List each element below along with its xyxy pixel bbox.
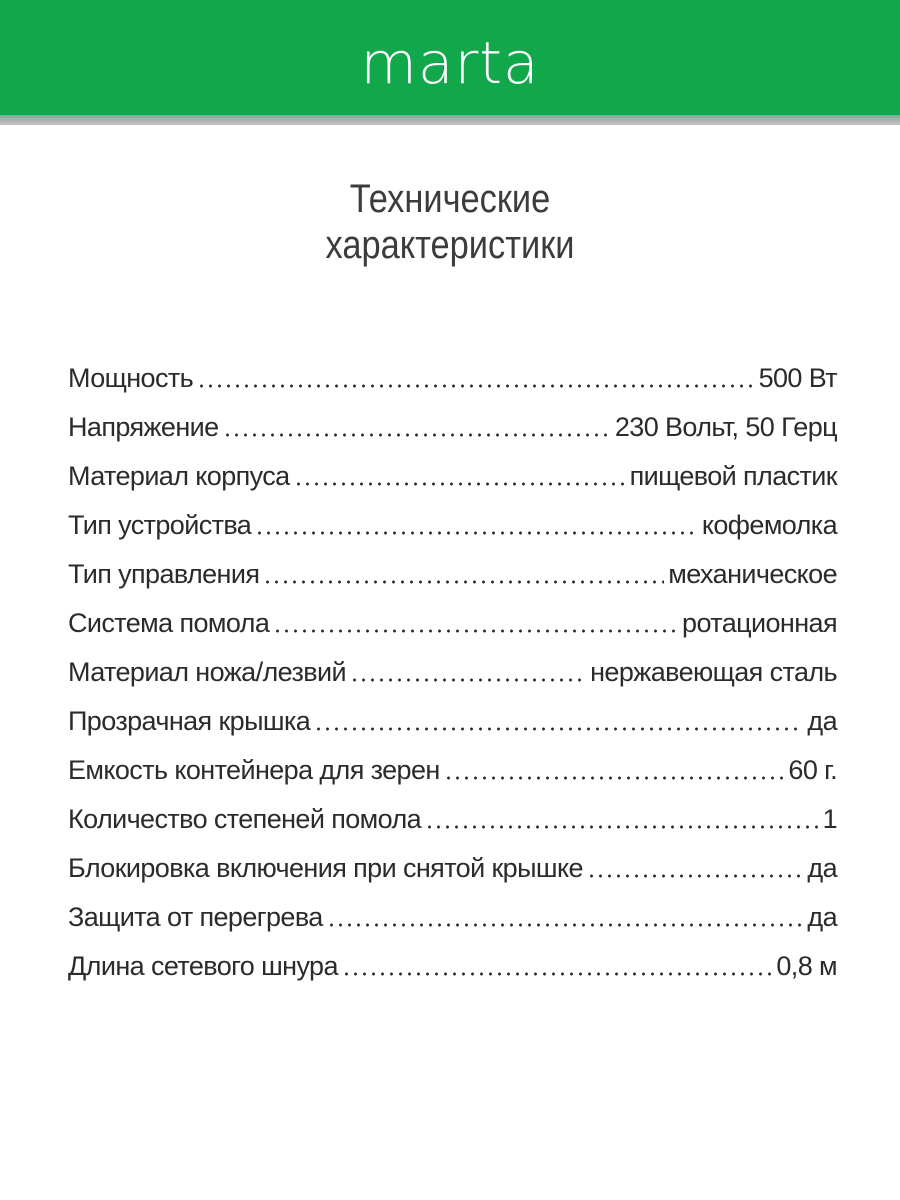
spec-row xyxy=(68,550,837,599)
spec-value: механическое xyxy=(668,559,837,589)
spec-row xyxy=(68,354,837,403)
dot-leader xyxy=(294,482,626,486)
dot-leader xyxy=(327,923,804,927)
spec-value: 60 г. xyxy=(788,755,837,785)
spec-label: Тип устройства xyxy=(68,510,252,540)
spec-label: Количество степеней помола xyxy=(68,804,422,834)
spec-row xyxy=(68,697,837,746)
spec-row xyxy=(68,403,837,452)
spec-row xyxy=(68,795,837,844)
spec-value: 230 Вольт, 50 Герц xyxy=(614,412,837,442)
spec-value: пищевой пластик xyxy=(629,461,837,491)
dot-leader xyxy=(263,580,664,584)
spec-row xyxy=(68,648,837,697)
spec-label: Материал ножа/лезвий xyxy=(68,657,346,687)
title-line-2: характеристики xyxy=(325,223,575,267)
spec-row xyxy=(68,893,837,942)
spec-value: 1 xyxy=(822,804,837,834)
dot-leader xyxy=(223,433,611,437)
spec-label: Мощность xyxy=(68,363,194,393)
dot-leader xyxy=(587,874,804,878)
spec-value: 0,8 м xyxy=(776,951,837,981)
spec-label: Защита от перегрева xyxy=(68,902,323,932)
dot-leader xyxy=(342,972,773,976)
spec-row xyxy=(68,844,837,893)
spec-value: ротационная xyxy=(682,608,837,638)
spec-label: Материал корпуса xyxy=(68,461,290,491)
spec-label: Прозрачная крышка xyxy=(68,706,311,736)
spec-row xyxy=(68,746,837,795)
page-title xyxy=(63,176,837,268)
dot-leader xyxy=(197,384,754,388)
spec-value: кофемолка xyxy=(701,510,837,540)
dot-leader xyxy=(314,727,803,731)
dot-leader xyxy=(350,678,586,682)
spec-label: Емкость контейнера для зерен xyxy=(68,755,440,785)
spec-value: да xyxy=(807,853,837,883)
spec-value: нержавеющая сталь xyxy=(590,657,837,687)
spec-row xyxy=(68,452,837,501)
spec-label: Длина сетевого шнура xyxy=(68,951,338,981)
spec-row xyxy=(68,501,837,550)
spec-label: Тип управления xyxy=(68,559,260,589)
brand-header xyxy=(0,0,900,115)
spec-list xyxy=(68,354,837,991)
dot-leader xyxy=(273,629,678,633)
marta-logo: marta xyxy=(360,29,540,97)
header-divider xyxy=(0,115,900,125)
spec-label: Напряжение xyxy=(68,412,219,442)
dot-leader xyxy=(444,776,785,780)
spec-label: Блокировка включения при снятой крышке xyxy=(68,853,583,883)
spec-value: да xyxy=(807,902,837,932)
spec-row xyxy=(68,599,837,648)
spec-value: 500 Вт xyxy=(758,363,837,393)
spec-value: да xyxy=(807,706,837,736)
spec-row xyxy=(68,942,837,991)
spec-label: Система помола xyxy=(68,608,270,638)
dot-leader xyxy=(425,825,819,829)
dot-leader xyxy=(255,531,698,535)
title-line-1: Технические xyxy=(349,177,551,221)
